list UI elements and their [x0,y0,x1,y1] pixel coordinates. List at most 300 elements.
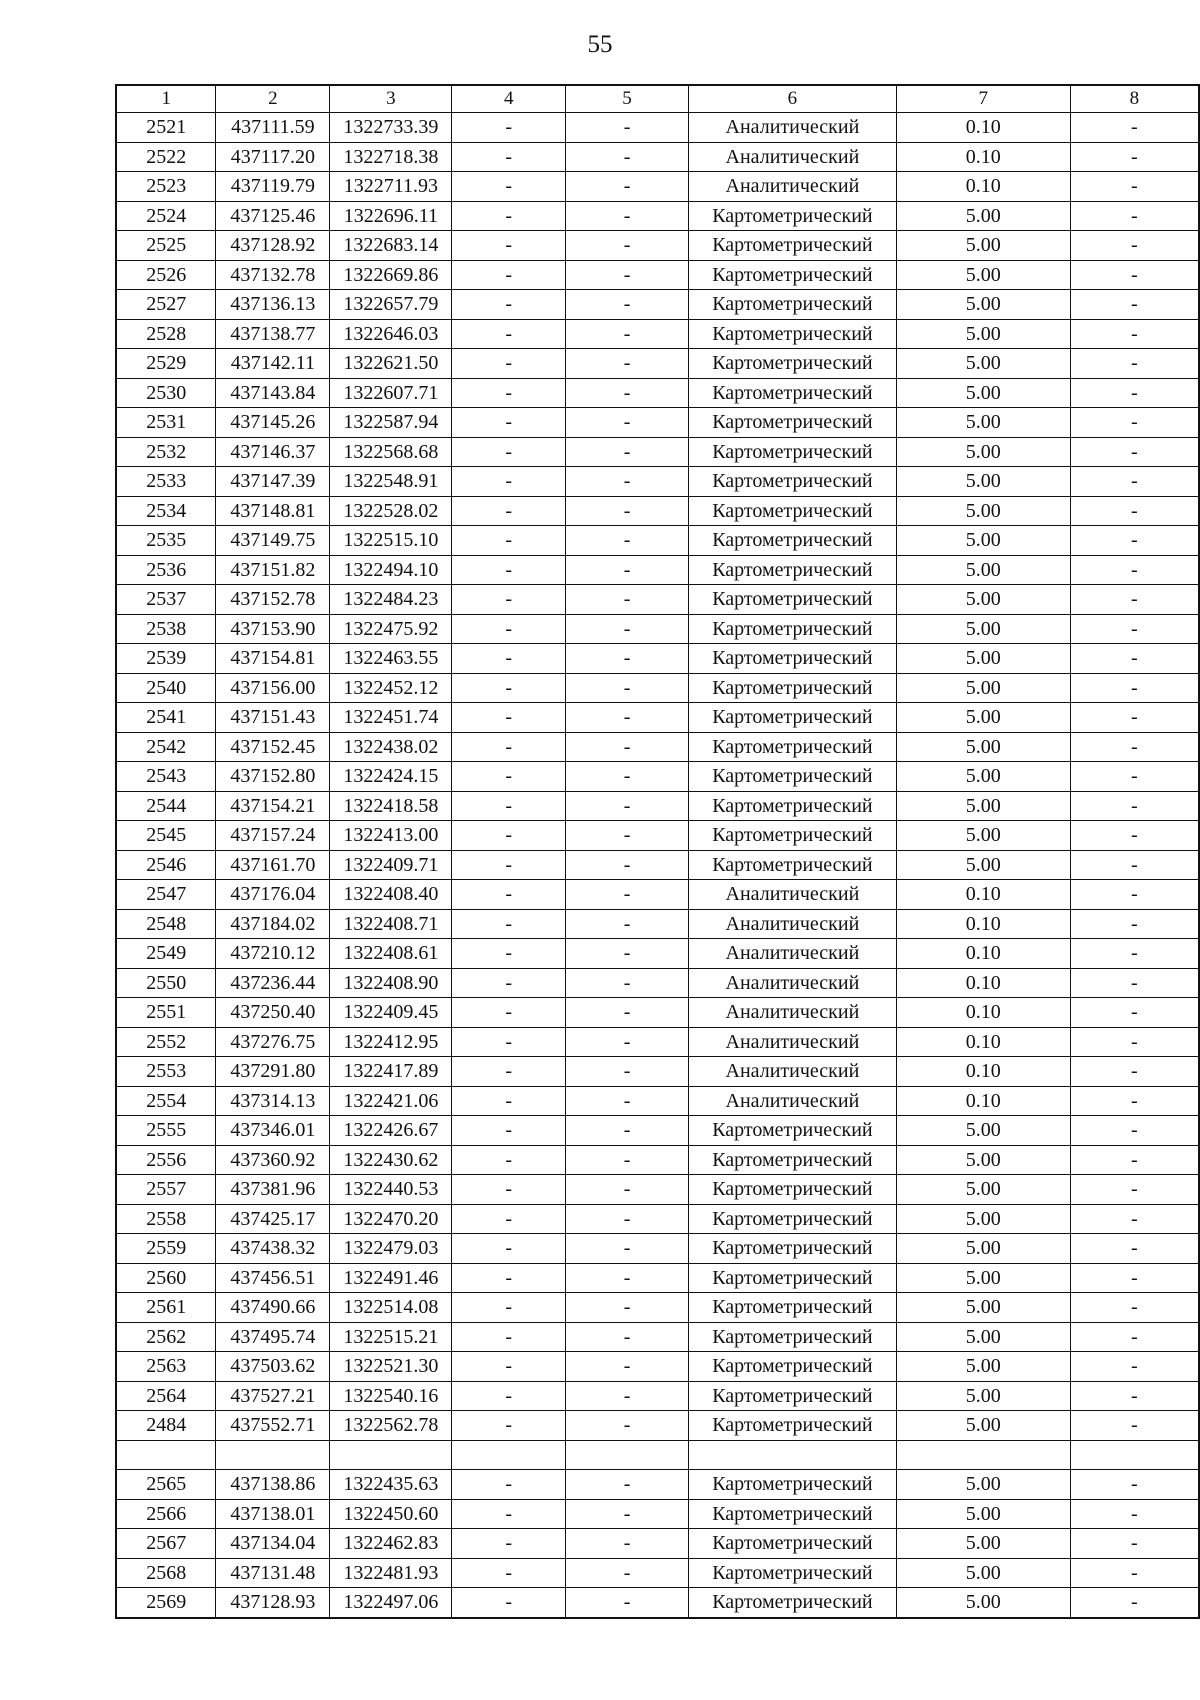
table-row [116,349,1199,379]
col-8-value-cell: - [1070,260,1199,290]
column-header-8: 8 [1070,85,1199,113]
method-cell: Аналитический [688,142,896,172]
table-row [116,968,1199,998]
col-5-value-cell: - [566,408,689,438]
col-8-value-cell: - [1070,614,1199,644]
header-row [116,85,1199,113]
accuracy-cell: 5.00 [896,821,1070,851]
col-5-value-cell: - [566,290,689,320]
method-cell: Картометрический [688,1381,896,1411]
col-8-value-cell: - [1070,1234,1199,1264]
table-row [116,732,1199,762]
col-5-value-cell: - [566,201,689,231]
col-8-value-cell: - [1070,1499,1199,1529]
table-row [116,437,1199,467]
x-coordinate-cell: 437138.86 [216,1470,330,1500]
accuracy-cell: 5.00 [896,1145,1070,1175]
y-coordinate-cell: 1322418.58 [330,791,452,821]
col-8-value-cell: - [1070,408,1199,438]
col-4-value-cell: - [452,673,566,703]
accuracy-cell: 0.10 [896,1086,1070,1116]
y-coordinate-cell: 1322408.61 [330,939,452,969]
method-cell: Аналитический [688,1057,896,1087]
table-row [116,467,1199,497]
point-number-cell: 2555 [116,1116,216,1146]
x-coordinate-cell: 437552.71 [216,1411,330,1441]
table-row [116,909,1199,939]
y-coordinate-cell: 1322657.79 [330,290,452,320]
col-4-value-cell: - [452,1086,566,1116]
accuracy-cell: 5.00 [896,1381,1070,1411]
accuracy-cell: 5.00 [896,703,1070,733]
point-number-cell: 2561 [116,1293,216,1323]
accuracy-cell: 5.00 [896,1293,1070,1323]
table-row [116,1322,1199,1352]
accuracy-cell: 0.10 [896,1027,1070,1057]
y-coordinate-cell: 1322540.16 [330,1381,452,1411]
y-coordinate-cell: 1322409.45 [330,998,452,1028]
col-5-value-cell: - [566,762,689,792]
table-row [116,703,1199,733]
col-5-value-cell: - [566,673,689,703]
y-coordinate-cell: 1322440.53 [330,1175,452,1205]
accuracy-cell: 5.00 [896,319,1070,349]
col-4-value-cell: - [452,172,566,202]
col-4-value-cell: - [452,762,566,792]
point-number-cell: 2543 [116,762,216,792]
x-coordinate-cell: 437527.21 [216,1381,330,1411]
x-coordinate-cell: 437128.93 [216,1588,330,1618]
col-8-value-cell: - [1070,555,1199,585]
col-4-value-cell: - [452,1529,566,1559]
y-coordinate-cell: 1322646.03 [330,319,452,349]
y-coordinate-cell: 1322669.86 [330,260,452,290]
method-cell: Картометрический [688,850,896,880]
method-cell: Картометрический [688,1293,896,1323]
accuracy-cell: 0.10 [896,1057,1070,1087]
x-coordinate-cell: 437184.02 [216,909,330,939]
y-coordinate-cell: 1322435.63 [330,1470,452,1500]
point-number-cell: 2533 [116,467,216,497]
table-row [116,762,1199,792]
y-coordinate-cell: 1322438.02 [330,732,452,762]
col-8-value-cell: - [1070,1027,1199,1057]
method-cell: Картометрический [688,1204,896,1234]
x-coordinate-cell: 437236.44 [216,968,330,998]
table-row [116,526,1199,556]
point-number-cell: 2567 [116,1529,216,1559]
method-cell: Картометрический [688,614,896,644]
col-5-value-cell: - [566,1558,689,1588]
x-coordinate-cell: 437490.66 [216,1293,330,1323]
y-coordinate-cell: 1322548.91 [330,467,452,497]
point-number-cell: 2548 [116,909,216,939]
table-row [116,850,1199,880]
col-5-value-cell: - [566,1588,689,1618]
col-8-value-cell: - [1070,1204,1199,1234]
col-8-value-cell: - [1070,998,1199,1028]
col-5-value-cell: - [566,437,689,467]
method-cell: Аналитический [688,113,896,143]
y-coordinate-cell: 1322497.06 [330,1588,452,1618]
point-number-cell: 2524 [116,201,216,231]
point-number-cell: 2544 [116,791,216,821]
col-5-value-cell: - [566,998,689,1028]
point-number-cell: 2527 [116,290,216,320]
table-row [116,614,1199,644]
method-cell: Картометрический [688,1175,896,1205]
col-4-value-cell: - [452,1381,566,1411]
x-coordinate-cell: 437154.21 [216,791,330,821]
column-header-3: 3 [330,85,452,113]
point-number-cell: 2565 [116,1470,216,1500]
col-8-value-cell: - [1070,1057,1199,1087]
col-5-value-cell: - [566,1411,689,1441]
point-number-cell: 2525 [116,231,216,261]
col-8-value-cell: - [1070,703,1199,733]
col-8-value-cell: - [1070,1263,1199,1293]
col-4-value-cell: - [452,496,566,526]
y-coordinate-cell: 1322451.74 [330,703,452,733]
x-coordinate-cell: 437132.78 [216,260,330,290]
accuracy-cell: 5.00 [896,201,1070,231]
table-row [116,1558,1199,1588]
x-coordinate-cell: 437142.11 [216,349,330,379]
col-4-value-cell: - [452,850,566,880]
col-8-value-cell: - [1070,1411,1199,1441]
y-coordinate-cell: 1322568.68 [330,437,452,467]
table-row [116,201,1199,231]
accuracy-cell: 5.00 [896,555,1070,585]
point-number-cell: 2559 [116,1234,216,1264]
col-4-value-cell: - [452,968,566,998]
x-coordinate-cell: 437153.90 [216,614,330,644]
y-coordinate-cell: 1322515.21 [330,1322,452,1352]
x-coordinate-cell: 437495.74 [216,1322,330,1352]
column-header-4: 4 [452,85,566,113]
col-5-value-cell: - [566,319,689,349]
x-coordinate-cell: 437161.70 [216,850,330,880]
y-coordinate-cell: 1322528.02 [330,496,452,526]
point-number-cell: 2564 [116,1381,216,1411]
point-number-cell: 2529 [116,349,216,379]
x-coordinate-cell: 437425.17 [216,1204,330,1234]
page-number: 55 [587,31,613,58]
col-5-value-cell: - [566,1381,689,1411]
col-8-value-cell: - [1070,1322,1199,1352]
col-8-value-cell: - [1070,673,1199,703]
x-coordinate-cell: 437138.77 [216,319,330,349]
col-5-value-cell: - [566,113,689,143]
table-row [116,1027,1199,1057]
table-row [116,290,1199,320]
accuracy-cell: 0.10 [896,172,1070,202]
point-number-cell: 2547 [116,880,216,910]
col-4-value-cell: - [452,260,566,290]
table-row [116,1588,1199,1618]
x-coordinate-cell: 437456.51 [216,1263,330,1293]
accuracy-cell: 5.00 [896,1558,1070,1588]
col-8-value-cell: - [1070,378,1199,408]
x-coordinate-cell: 437314.13 [216,1086,330,1116]
accuracy-cell: 0.10 [896,939,1070,969]
column-header-2: 2 [216,85,330,113]
y-coordinate-cell: 1322479.03 [330,1234,452,1264]
accuracy-cell: 5.00 [896,1499,1070,1529]
col-4-value-cell: - [452,526,566,556]
y-coordinate-cell: 1322562.78 [330,1411,452,1441]
table-row [116,1145,1199,1175]
accuracy-cell: 5.00 [896,732,1070,762]
col-8-value-cell: - [1070,1116,1199,1146]
col-4-value-cell: - [452,644,566,674]
point-number-cell: 2521 [116,113,216,143]
x-coordinate-cell: 437250.40 [216,998,330,1028]
table-row [116,1499,1199,1529]
col-4-value-cell: - [452,1175,566,1205]
y-coordinate-cell: 1322450.60 [330,1499,452,1529]
col-4-value-cell: - [452,1499,566,1529]
y-coordinate-cell: 1322718.38 [330,142,452,172]
col-8-value-cell: - [1070,496,1199,526]
method-cell: Аналитический [688,998,896,1028]
col-8-value-cell: - [1070,732,1199,762]
x-coordinate-cell: 437148.81 [216,496,330,526]
x-coordinate-cell: 437381.96 [216,1175,330,1205]
col-8-value-cell: - [1070,437,1199,467]
method-cell: Картометрический [688,231,896,261]
table-row [116,408,1199,438]
accuracy-cell: 0.10 [896,880,1070,910]
col-5-value-cell: - [566,585,689,615]
col-5-value-cell: - [566,614,689,644]
method-cell: Аналитический [688,968,896,998]
column-header-5: 5 [566,85,689,113]
accuracy-cell: 5.00 [896,260,1070,290]
col-8-value-cell: - [1070,1145,1199,1175]
accuracy-cell: 5.00 [896,644,1070,674]
accuracy-cell: 5.00 [896,349,1070,379]
col-4-value-cell: - [452,319,566,349]
table-row [116,644,1199,674]
col-5-value-cell: - [566,1499,689,1529]
col-5-value-cell: - [566,142,689,172]
point-number-cell: 2539 [116,644,216,674]
accuracy-cell: 5.00 [896,437,1070,467]
col-8-value-cell: - [1070,585,1199,615]
col-5-value-cell: - [566,231,689,261]
col-5-value-cell: - [566,260,689,290]
col-4-value-cell: - [452,1293,566,1323]
point-number-cell: 2541 [116,703,216,733]
point-number-cell: 2554 [116,1086,216,1116]
col-5-value-cell: - [566,1086,689,1116]
col-4-value-cell: - [452,437,566,467]
col-8-value-cell: - [1070,1293,1199,1323]
table-row [116,555,1199,585]
method-cell: Картометрический [688,260,896,290]
col-4-value-cell: - [452,1116,566,1146]
method-cell: Картометрический [688,378,896,408]
x-coordinate-cell: 437146.37 [216,437,330,467]
col-8-value-cell: - [1070,319,1199,349]
col-4-value-cell: - [452,290,566,320]
point-number-cell: 2546 [116,850,216,880]
x-coordinate-cell: 437152.78 [216,585,330,615]
method-cell: Картометрический [688,496,896,526]
col-5-value-cell: - [566,1529,689,1559]
accuracy-cell: 5.00 [896,231,1070,261]
x-coordinate-cell: 437131.48 [216,1558,330,1588]
table-row [116,319,1199,349]
y-coordinate-cell: 1322430.62 [330,1145,452,1175]
method-cell: Картометрический [688,526,896,556]
col-4-value-cell: - [452,939,566,969]
method-cell: Картометрический [688,408,896,438]
y-coordinate-cell: 1322452.12 [330,673,452,703]
accuracy-cell: 5.00 [896,1322,1070,1352]
col-8-value-cell: - [1070,113,1199,143]
method-cell: Картометрический [688,1499,896,1529]
col-8-value-cell: - [1070,1086,1199,1116]
method-cell: Картометрический [688,349,896,379]
coordinates-table [115,84,1200,1619]
method-cell: Картометрический [688,1470,896,1500]
col-8-value-cell: - [1070,644,1199,674]
table-row [116,939,1199,969]
point-number-cell: 2542 [116,732,216,762]
method-cell: Картометрический [688,1411,896,1441]
col-8-value-cell: - [1070,201,1199,231]
y-coordinate-cell: 1322475.92 [330,614,452,644]
col-8-value-cell: - [1070,1588,1199,1618]
table-row [116,1204,1199,1234]
x-coordinate-cell: 437157.24 [216,821,330,851]
col-5-value-cell: - [566,1234,689,1264]
accuracy-cell: 5.00 [896,1175,1070,1205]
x-coordinate-cell: 437360.92 [216,1145,330,1175]
method-cell: Картометрический [688,290,896,320]
col-8-value-cell: - [1070,349,1199,379]
table-row [116,142,1199,172]
x-coordinate-cell: 437151.82 [216,555,330,585]
col-5-value-cell: - [566,821,689,851]
y-coordinate-cell: 1322514.08 [330,1293,452,1323]
col-5-value-cell: - [566,349,689,379]
method-cell: Картометрический [688,555,896,585]
x-coordinate-cell: 437152.45 [216,732,330,762]
point-number-cell: 2568 [116,1558,216,1588]
accuracy-cell: 5.00 [896,791,1070,821]
accuracy-cell: 5.00 [896,1470,1070,1500]
method-cell: Аналитический [688,1086,896,1116]
col-8-value-cell: - [1070,231,1199,261]
col-5-value-cell: - [566,1175,689,1205]
point-number-cell: 2545 [116,821,216,851]
y-coordinate-cell: 1322408.71 [330,909,452,939]
y-coordinate-cell: 1322711.93 [330,172,452,202]
method-cell: Картометрический [688,1145,896,1175]
method-cell: Картометрический [688,762,896,792]
y-coordinate-cell: 1322484.23 [330,585,452,615]
table-row [116,1411,1199,1441]
col-5-value-cell [566,1440,689,1470]
table-row [116,1352,1199,1382]
x-coordinate-cell: 437503.62 [216,1352,330,1382]
table-row [116,1293,1199,1323]
method-cell: Картометрический [688,1322,896,1352]
method-cell: Картометрический [688,1558,896,1588]
accuracy-cell: 0.10 [896,142,1070,172]
point-number-cell: 2537 [116,585,216,615]
col-8-value-cell: - [1070,968,1199,998]
table-row [116,496,1199,526]
y-coordinate-cell: 1322462.83 [330,1529,452,1559]
table-row [116,1234,1199,1264]
accuracy-cell: 5.00 [896,290,1070,320]
table-header [116,85,1199,113]
col-8-value-cell: - [1070,1529,1199,1559]
x-coordinate-cell: 437119.79 [216,172,330,202]
accuracy-cell: 5.00 [896,1411,1070,1441]
x-coordinate-cell: 437149.75 [216,526,330,556]
method-cell: Картометрический [688,437,896,467]
point-number-cell: 2532 [116,437,216,467]
accuracy-cell: 5.00 [896,496,1070,526]
method-cell: Картометрический [688,703,896,733]
accuracy-cell: 5.00 [896,762,1070,792]
table-row [116,998,1199,1028]
accuracy-cell: 5.00 [896,408,1070,438]
point-number-cell: 2549 [116,939,216,969]
col-4-value-cell: - [452,201,566,231]
col-5-value-cell: - [566,467,689,497]
col-5-value-cell: - [566,1057,689,1087]
accuracy-cell: 0.10 [896,968,1070,998]
y-coordinate-cell: 1322408.40 [330,880,452,910]
accuracy-cell: 5.00 [896,1588,1070,1618]
table-row [116,113,1199,143]
point-number-cell: 2566 [116,1499,216,1529]
col-4-value-cell: - [452,1352,566,1382]
accuracy-cell: 5.00 [896,850,1070,880]
y-coordinate-cell: 1322733.39 [330,113,452,143]
col-4-value-cell: - [452,821,566,851]
col-5-value-cell: - [566,526,689,556]
table-row [116,172,1199,202]
x-coordinate-cell: 437125.46 [216,201,330,231]
y-coordinate-cell: 1322417.89 [330,1057,452,1087]
point-number-cell: 2563 [116,1352,216,1382]
y-coordinate-cell: 1322587.94 [330,408,452,438]
col-4-value-cell: - [452,1411,566,1441]
table-row [116,260,1199,290]
point-number-cell [116,1440,216,1470]
accuracy-cell: 5.00 [896,614,1070,644]
table-row [116,1470,1199,1500]
method-cell: Картометрический [688,585,896,615]
table-body [116,113,1199,1618]
col-5-value-cell: - [566,1116,689,1146]
table-row [116,1263,1199,1293]
accuracy-cell: 0.10 [896,113,1070,143]
y-coordinate-cell: 1322521.30 [330,1352,452,1382]
y-coordinate-cell: 1322470.20 [330,1204,452,1234]
table-row [116,1381,1199,1411]
method-cell: Аналитический [688,939,896,969]
col-5-value-cell: - [566,1322,689,1352]
table-row [116,673,1199,703]
